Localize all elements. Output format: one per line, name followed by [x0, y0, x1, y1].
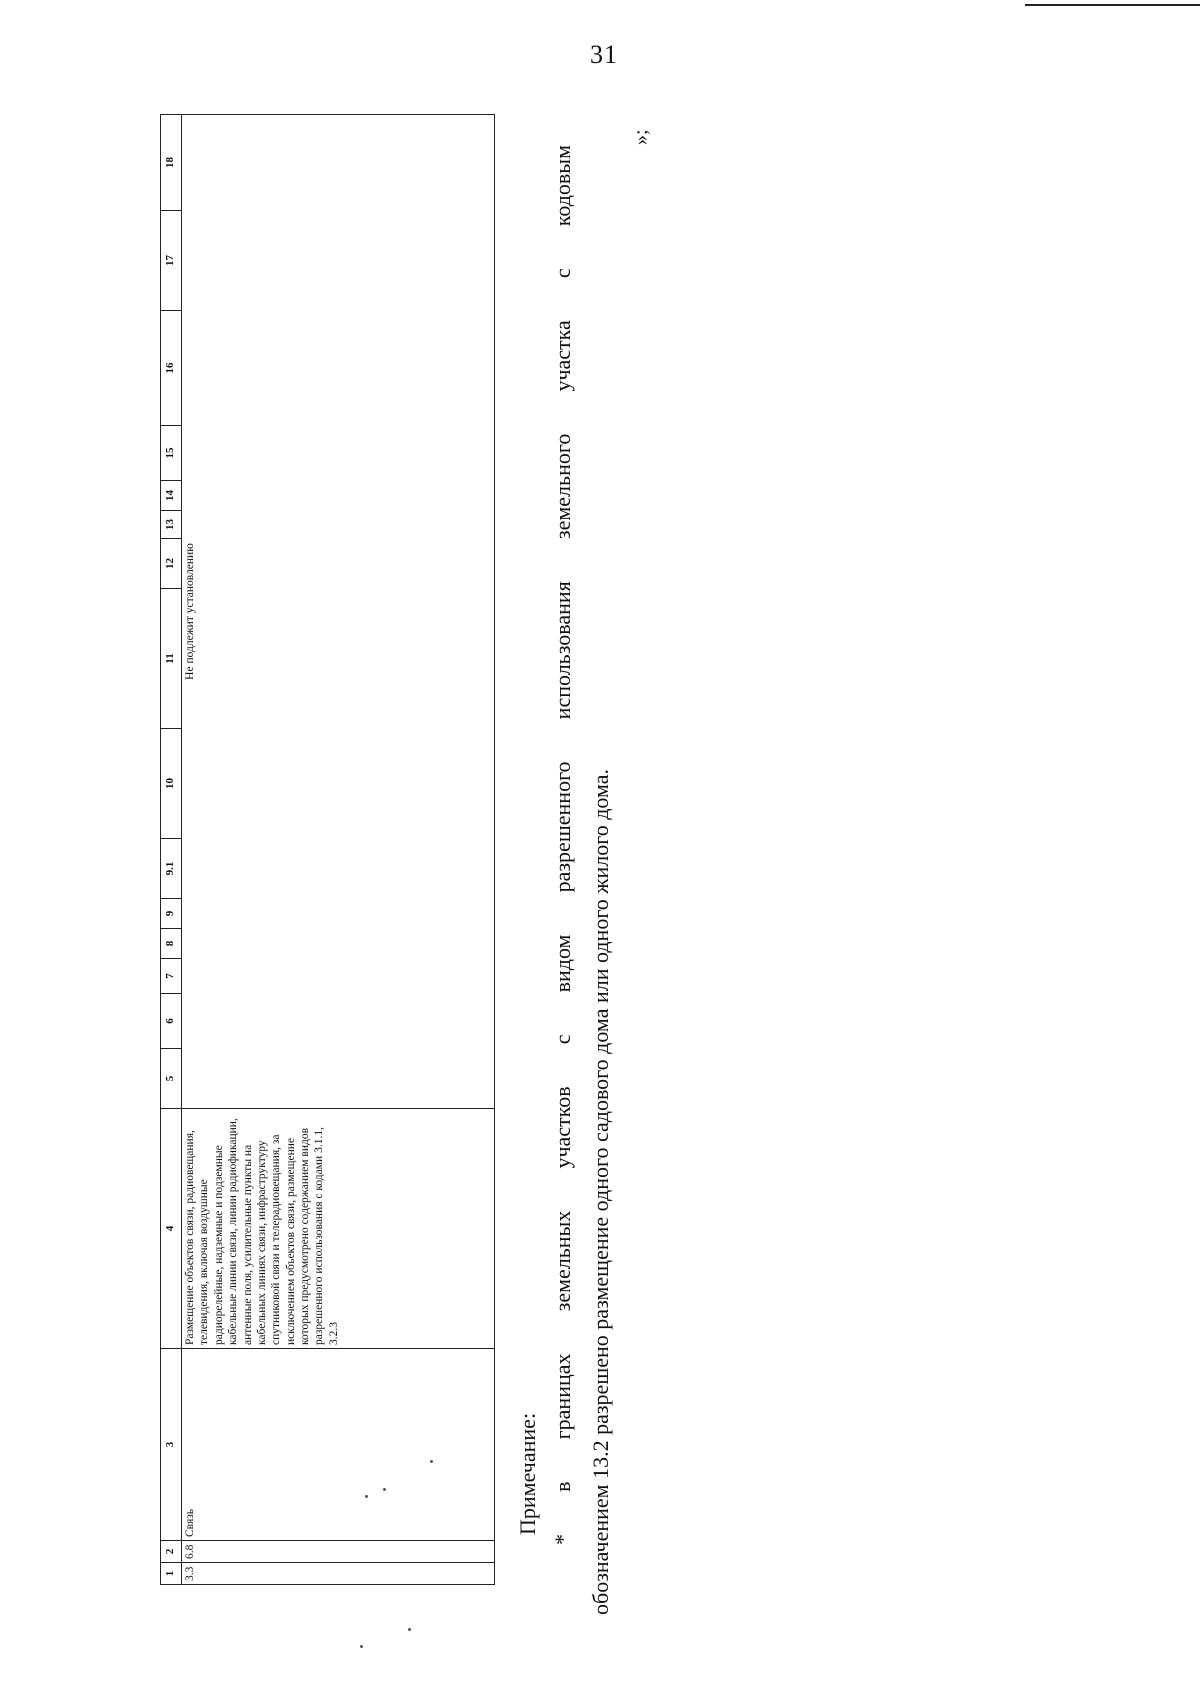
scan-speck [383, 1488, 386, 1491]
cell-use-name: Связь [182, 1349, 495, 1541]
scan-speck [360, 1645, 363, 1648]
rotated-page-content [160, 85, 880, 1615]
table-row [182, 115, 495, 1585]
note-text-line-1: * в границах земельных участков с видом разрешенного использования земельного участка с кодовым [550, 145, 575, 1545]
header-cell: 3 [161, 1349, 182, 1541]
header-cell: 12 [161, 539, 182, 589]
cell-number: 3.3 [182, 1563, 495, 1585]
header-cell: 16 [161, 311, 182, 426]
regulations-table [160, 114, 495, 1585]
note-text-line-2: обозначением 13.2 разрешено размещение одного садового дома или одного жилого дома. [588, 768, 613, 1615]
header-cell: 5 [161, 1049, 182, 1109]
header-cell: 18 [161, 115, 182, 211]
top-rule [1025, 4, 1200, 6]
header-cell: 8 [161, 929, 182, 959]
scan-speck [408, 1628, 411, 1631]
cell-use-description: Размещение объектов связи, радиовещания, телевидения, включая воздушные радиорелейные, надземные и подземные кабельные линии связи, линии радиофикации, антенные поля, усилительные пункты на кабельных линиях связи, инфраструктуру спутниковой связи и телерадиовещания, за исключением объектов связи, размещение которых предусмотрено содержанием видов разрешенного использования с кодами 3.1.1, 3.2.3 [182, 1109, 495, 1349]
header-cell: 13 [161, 511, 182, 539]
cell-code: 6.8 [182, 1541, 495, 1563]
header-cell: 7 [161, 959, 182, 994]
header-cell: 11 [161, 589, 182, 729]
header-cell: 1 [161, 1563, 182, 1585]
cell-not-subject-to-establishment: Не подлежит установлению [182, 115, 495, 1109]
header-cell: 15 [161, 426, 182, 481]
header-cell: 2 [161, 1541, 182, 1563]
header-cell: 9.1 [161, 839, 182, 899]
scan-speck [430, 1460, 433, 1463]
note-heading: Примечание: [515, 1412, 540, 1535]
header-cell: 6 [161, 994, 182, 1049]
scan-speck [365, 1495, 368, 1498]
header-cell: 14 [161, 481, 182, 511]
table-header-row [161, 115, 182, 1585]
header-cell: 10 [161, 729, 182, 839]
header-cell: 4 [161, 1109, 182, 1349]
closing-quote-mark: »; [630, 129, 652, 145]
header-cell: 17 [161, 211, 182, 311]
header-cell: 9 [161, 899, 182, 929]
page-number: 31 [590, 40, 618, 69]
